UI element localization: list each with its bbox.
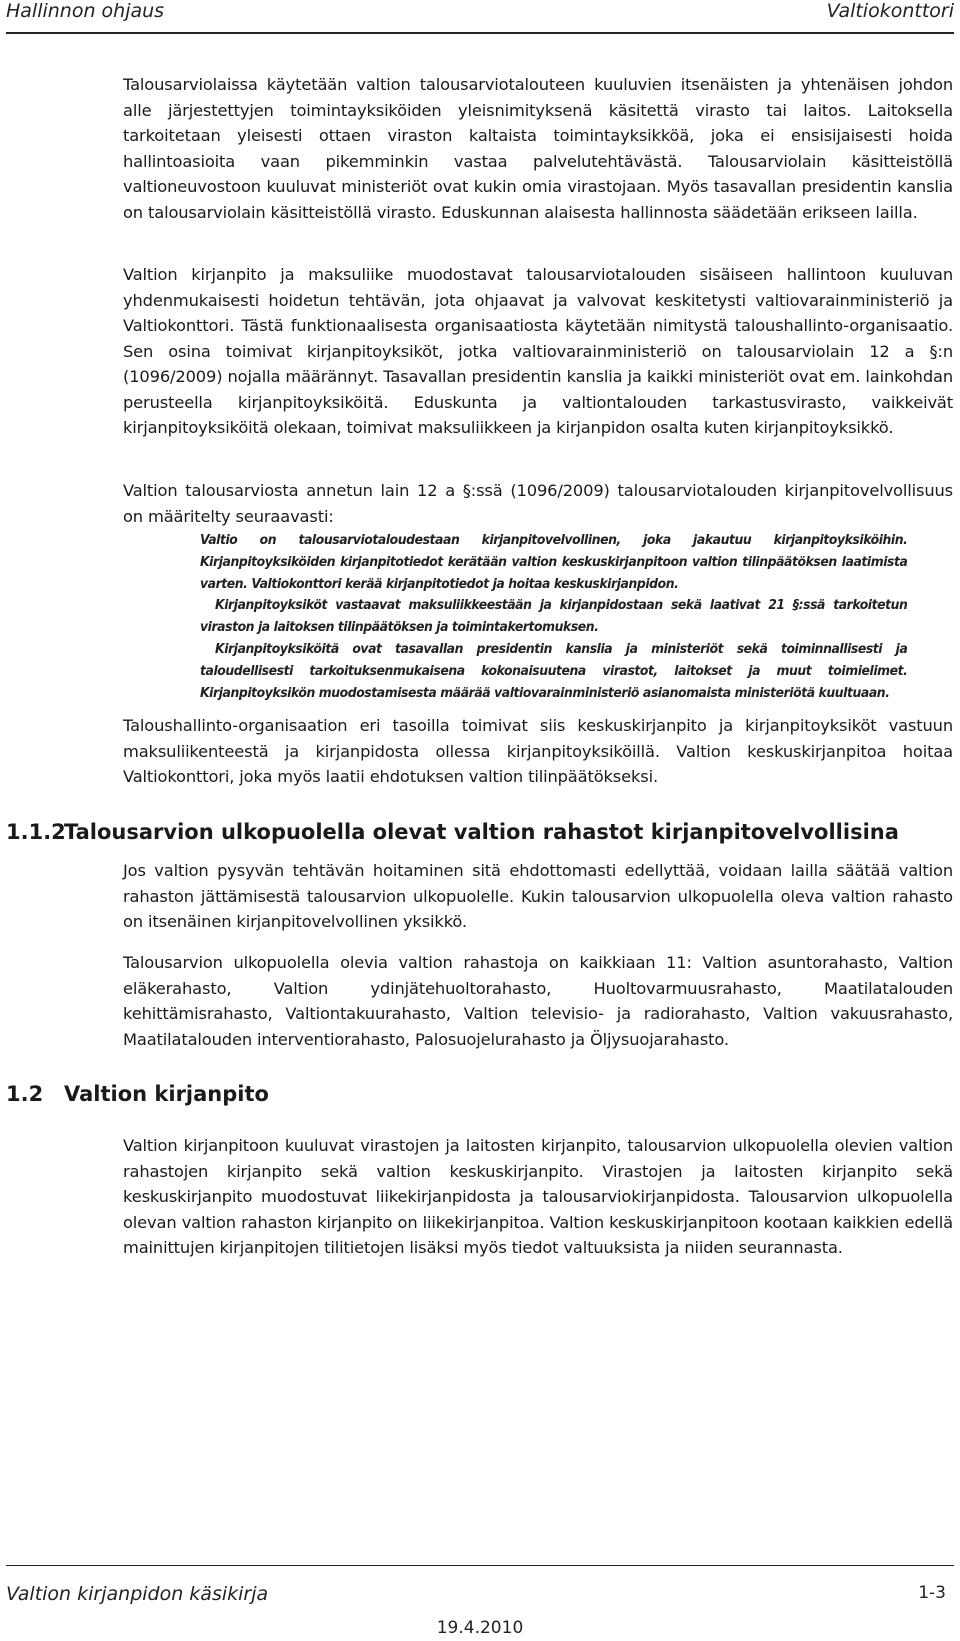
footer-book-title: Valtion kirjanpidon käsikirja: [6, 1583, 269, 1605]
section-heading-1-2: [6, 1082, 269, 1106]
quote-paragraph-2: Kirjanpitoyksiköt vastaavat maksuliikkeestään ja kirjanpidostaan sekä laativat 21 §:ssä tarkoitetun viraston ja laitoksen tilinpäätöksen ja toimintakertomuksen.: [200, 598, 908, 636]
law-quote: [200, 530, 910, 704]
paragraph-virasto: Talousarviolaissa käytetään valtion talousarviotalouteen kuuluvien itsenäisten ja yhtenäisen johdon alle järjestettyjen toimintayksiköiden yleisnimityksenä käsitettä virasto tai laitos. Laitoksella tarkoitetaan yleisesti ottaen viraston kaltaista toimintayksikköä, joka ei ensisijaisesti hoida hallintoasioita vaan pikemminkin vastaa palvelutehtävästä. Talousarviolain käsitteistöllä valtioneuvostoon kuuluvat ministeriöt ovat kukin omia virastojaan. Myös tasavallan presidentin kanslia on talousarviolain käsitteistöllä virasto. Eduskunnan alaisesta hallinnosta säädetään erikseen lailla.: [123, 75, 953, 222]
body-text-6: [123, 950, 953, 1052]
quote-paragraph-3: Kirjanpitoyksiköitä ovat tasavallan presidentin kanslia ja ministeriöt sekä toiminnallisesti ja taloudellisesti tarkoituksenmukaisena kokonaisuutena virastot, laitokset ja muut toimielimet. Kirjanpitoyksikön muodostamisesta määrää valtiovarainministeriö asianomaista ministeriötä kuultuaan.: [200, 641, 908, 701]
body-text-5: [123, 858, 953, 935]
body-text-2: [123, 262, 953, 441]
section-title: Valtion kirjanpito: [64, 1082, 269, 1106]
quote-paragraph-1: Valtio on talousarviotaloudestaan kirjanpitovelvollinen, joka jakautuu kirjanpitoyksiköihin. Kirjanpitoyksiköiden kirjanpitotiedot kerätään valtion keskuskirjanpitoon valtion tilinpäätöksen laatimista varten. Valtiokonttori kerää kirjanpitotiedot ja hoitaa keskuskirjanpidon.: [200, 533, 908, 592]
section-number: 1.1.2: [6, 820, 66, 844]
paragraph-rahastot-list: Talousarvion ulkopuolella olevia valtion rahastoja on kaikkiaan 11: Valtion asuntorahasto, Valtion eläkerahasto, Valtion ydinjätehuoltorahasto, Huoltovarmuusrahasto, Maatilatalouden kehittämisrahasto, Valtiontakuurahasto, Valtion televisio- ja radiorahasto, Valtion vakuusrahasto, Maatilatalouden interventiorahasto, Palosuojelurahasto ja Öljysuojarahasto.: [123, 953, 953, 1049]
body-text-4: [123, 713, 953, 790]
footer-date: 19.4.2010: [436, 1618, 524, 1638]
paragraph-law-intro: Valtion talousarviosta annetun lain 12 a §:ssä (1096/2009) talousarviotalouden kirjanpitovelvollisuus on määritelty seuraavasti:: [123, 481, 953, 526]
paragraph-rahasto: Jos valtion pysyvän tehtävän hoitaminen sitä ehdottomasti edellyttää, voidaan lailla säätää valtion rahaston jättämisestä talousarvion ulkopuolelle. Kukin talousarvion ulkopuolella oleva valtion rahasto on itsenäinen kirjanpitovelvollinen yksikkö.: [123, 861, 953, 931]
section-heading-1-1-2: [6, 820, 899, 844]
paragraph-organisation: Taloushallinto-organisaation eri tasoilla toimivat siis keskuskirjanpito ja kirjanpitoyksiköt vastuun maksuliikenteestä ja kirjanpidosta ollessa kirjanpitoyksiköillä. Valtion keskuskirjanpitoa hoitaa Valtiokonttori, joka myös laatii ehdotuksen valtion tilinpäätökseksi.: [123, 716, 953, 786]
body-text-7: [123, 1133, 953, 1261]
page-footer: [6, 1565, 954, 1605]
page-header: [6, 0, 954, 34]
section-title: Talousarvion ulkopuolella olevat valtion rahastot kirjanpitovelvollisina: [64, 820, 899, 844]
paragraph-kirjanpito-maksuliike: Valtion kirjanpito ja maksuliike muodostavat talousarviotalouden sisäiseen hallintoon kuuluvan yhdenmukaisesti hoidetun tehtävän, jota ohjaavat ja valvovat keskitetysti valtiovarainministeriö ja Valtiokonttori. Tästä funktionaalisesta organisaatiosta käytetään nimitystä taloushallinto-organisaatio. Sen osina toimivat kirjanpitoyksiköt, jotka valtiovarainministeriö on talousarviolain 12 a §:n (1096/2009) nojalla määrännyt. Tasavallan presidentin kanslia ja kaikki ministeriöt ovat em. lainkohdan perusteella kirjanpitoyksiköitä. Eduskunta ja valtiontalouden tarkastusvirasto, vaikkeivät kirjanpitoyksiköitä olekaan, toimivat maksuliikkeen ja kirjanpidon osalta kuten kirjanpitoyksikkö.: [123, 265, 953, 437]
body-text-3: [123, 478, 953, 529]
paragraph-valtion-kirjanpito: Valtion kirjanpitoon kuuluvat virastojen ja laitosten kirjanpito, talousarvion ulkopuolella olevien valtion rahastojen kirjanpito sekä valtion keskuskirjanpito. Virastojen ja laitosten kirjanpito sekä keskuskirjanpito muodostuvat liikekirjanpidosta ja talousarviokirjanpidosta. Talousarvion ulkopuolella olevan valtion rahaston kirjanpito on liikekirjanpitoa. Valtion keskuskirjanpitoon kootaan kaikkien edellä mainittujen kirjanpitojen tilitietojen lisäksi myös tiedot valtuuksista ja niiden seurannasta.: [123, 1136, 953, 1257]
body-text-1: [123, 72, 953, 225]
page-number: 1-3: [918, 1583, 946, 1603]
header-section-title: Hallinnon ohjaus: [6, 0, 165, 22]
header-publisher: Valtiokonttori: [826, 0, 954, 22]
section-number: 1.2: [6, 1082, 44, 1106]
